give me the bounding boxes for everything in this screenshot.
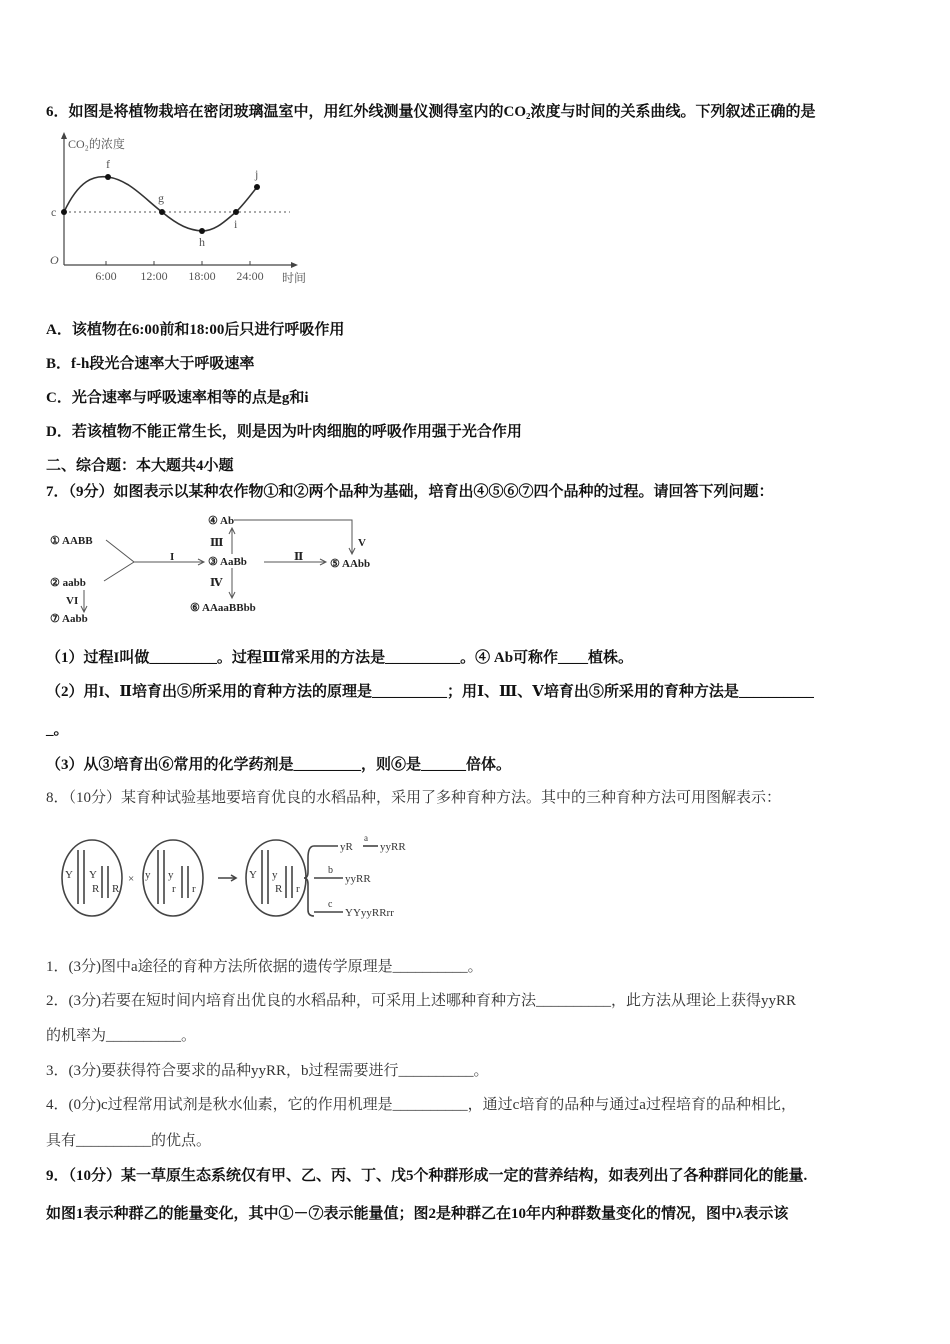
node-7: ⑦ Aabb — [50, 613, 88, 625]
question-7-part-2-continued: _。 — [46, 722, 69, 738]
svg-text:y: y — [168, 869, 174, 881]
question-8-item-1: 1．(3分)图中a途径的育种方法所依据的遗传学原理是__________。 — [46, 959, 483, 975]
question-7-part-3: （3）从③培育出⑥常用的化学药剂是_________，则⑥是______倍体。 — [46, 757, 512, 773]
question-6-stem: 6．如图是将植物栽培在密闭玻璃温室中，用红外线测量仪测得室内的CO₂浓度与时间的关系曲线。下列叙述正确的是 — [46, 104, 816, 120]
question-7-stem: 7．（9分）如图表示以某种农作物①和②两个品种为基础，培育出④⑤⑥⑦四个品种的过程。请回答下列问题： — [46, 484, 774, 500]
question-9-stem-line-1: 9．（10分）某一草原生态系统仅有甲、乙、丙、丁、戊5个种群形成一定的营养结构，如表列出了各种群同化的能量. — [46, 1168, 808, 1184]
point-f-label: f — [106, 157, 110, 171]
process-1-label: I — [170, 551, 175, 563]
svg-text:Y: Y — [249, 869, 257, 881]
option-d: D．若该植物不能正常生长，则是因为叶肉细胞的呼吸作用强于光合作用 — [46, 424, 522, 440]
x-tick-12: 12:00 — [140, 269, 168, 283]
node-3: ③ AaBb — [208, 556, 247, 568]
output-c: YYyyRRrr — [345, 907, 394, 919]
point-j-label: j — [255, 167, 259, 181]
x-axis-arrow — [291, 262, 298, 268]
output-a2: yyRR — [380, 841, 406, 853]
process-6-label: VI — [66, 595, 79, 607]
svg-text:R: R — [275, 883, 283, 895]
question-8-item-2: 2．(3分)若要在短时间内培育出优良的水稻品种，可采用上述哪种育种方法__________，此方法从理论上获得yyRR — [46, 993, 797, 1009]
output-b: yyRR — [345, 873, 371, 885]
question-7-part-1: （1）过程I叫做_________。过程Ⅲ常采用的方法是__________。④ Ab可称作____植株。 — [46, 650, 634, 666]
x-tick-18: 18:00 — [188, 269, 216, 283]
svg-text:Y: Y — [65, 869, 73, 881]
process-5-label: V — [358, 537, 366, 549]
svg-text:R: R — [92, 883, 100, 895]
x-axis-label: 时间 — [282, 271, 307, 285]
option-a: A．该植物在6:00前和18:00后只进行呼吸作用 — [46, 322, 345, 338]
node-5: ⑤ AAbb — [330, 558, 371, 570]
question-7-part-2: （2）用I、Ⅱ培育出⑤所采用的育种方法的原理是__________；用Ⅰ、Ⅲ、Ⅴ培育出⑤所采用的育种方法是__________ — [46, 684, 814, 700]
node-1: ① AABB — [50, 535, 93, 547]
question-9-stem-line-2: 如图1表示种群乙的能量变化，其中①－⑦表示能量值；图2是种群乙在10年内种群数量变化的情况，图中λ表示该 — [46, 1206, 789, 1222]
cross-sign: × — [128, 873, 135, 885]
x-tick-6: 6:00 — [95, 269, 117, 283]
origin-label: O — [50, 253, 59, 267]
process-3-label: Ⅲ — [210, 537, 224, 549]
section-heading: 二、综合题：本大题共4小题 — [46, 458, 234, 474]
process-4-label: Ⅳ — [210, 577, 223, 589]
svg-text:r: r — [296, 883, 300, 895]
node-4: ④ Ab — [208, 515, 235, 527]
output-a1: yR — [340, 841, 353, 853]
question-8-item-3: 3．(3分)要获得符合要求的品种yyRR，b过程需要进行__________。 — [46, 1063, 489, 1079]
breeding-process-diagram — [44, 508, 394, 630]
rice-breeding-diagram — [58, 826, 438, 926]
svg-text:y: y — [272, 869, 278, 881]
question-8-stem: 8．（10分）某育种试验基地要培育优良的水稻品种，采用了多种育种方法。其中的三种育种方法可用图解表示： — [46, 790, 782, 806]
route-b-label: b — [328, 865, 333, 876]
svg-text:Y: Y — [89, 869, 97, 881]
svg-text:r: r — [192, 883, 196, 895]
y-axis-label: CO₂的浓度 — [68, 137, 125, 151]
y-axis-arrow — [61, 132, 67, 139]
route-a-label: a — [364, 833, 368, 843]
node-2: ② aabb — [50, 577, 86, 589]
process-2-label: Ⅱ — [294, 551, 304, 563]
question-8-item-4-continued: 具有__________的优点。 — [46, 1133, 212, 1149]
point-h-label: h — [199, 235, 205, 249]
co2-concentration-graph — [44, 130, 334, 290]
svg-text:y: y — [145, 869, 151, 881]
svg-text:R: R — [112, 883, 120, 895]
x-tick-24: 24:00 — [236, 269, 264, 283]
point-c-label: c — [51, 205, 57, 219]
question-8-item-2-continued: 的机率为__________。 — [46, 1028, 197, 1044]
point-g-label: g — [158, 191, 164, 205]
node-6: ⑥ AAaaBBbb — [190, 602, 256, 614]
route-c-label: c — [328, 899, 333, 910]
question-8-item-4: 4．(0分)c过程常用试剂是秋水仙素，它的作用机理是__________，通过c培育的品种与通过a过程培育的品种相比， — [46, 1097, 796, 1113]
svg-text:r: r — [172, 883, 176, 895]
option-b: B．f-h段光合速率大于呼吸速率 — [46, 356, 255, 372]
point-i-label: i — [234, 217, 238, 231]
option-c: C．光合速率与呼吸速率相等的点是g和i — [46, 390, 309, 406]
